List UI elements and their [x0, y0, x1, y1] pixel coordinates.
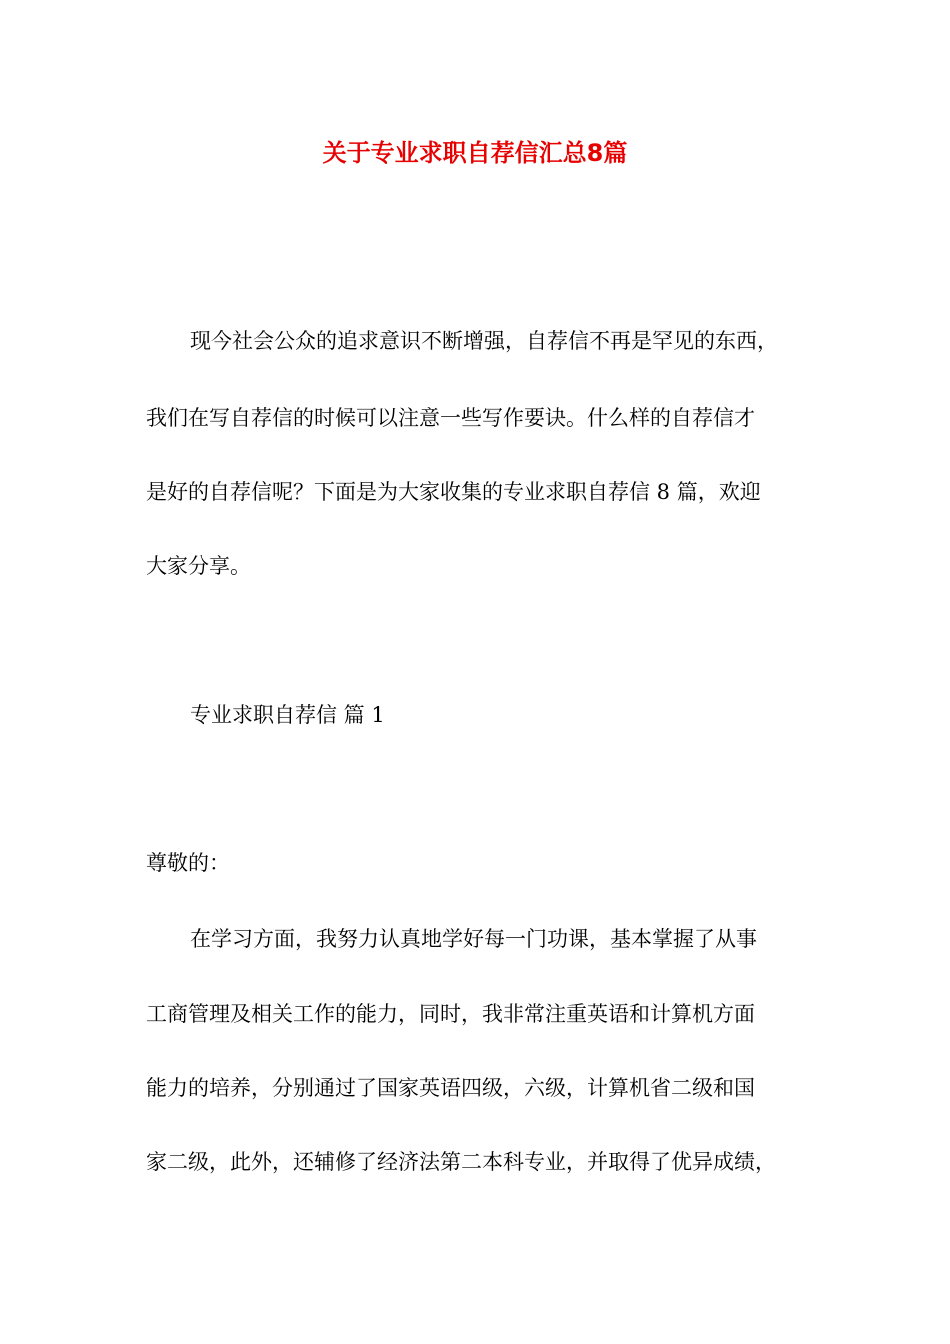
intro-line-3: 是好的自荐信呢？下面是为大家收集的专业求职自荐信 8 篇，欢迎 — [146, 480, 761, 504]
intro-line-4: 大家分享。 — [146, 554, 251, 578]
salutation: 尊敬的： — [146, 851, 230, 875]
intro-line-1: 现今社会公众的追求意识不断增强，自荐信不再是罕见的东西， — [190, 329, 778, 353]
document-title: 关于专业求职自荐信汇总8篇 — [322, 139, 628, 167]
intro-line-2: 我们在写自荐信的时候可以注意一些写作要诀。什么样的自荐信才 — [146, 406, 755, 430]
section-heading: 专业求职自荐信 篇 1 — [190, 703, 385, 727]
body-line-2: 工商管理及相关工作的能力，同时，我非常注重英语和计算机方面 — [146, 1002, 755, 1026]
body-line-4: 家二级，此外，还辅修了经济法第二本科专业，并取得了优异成绩， — [146, 1150, 776, 1174]
body-line-3: 能力的培养，分别通过了国家英语四级，六级，计算机省二级和国 — [146, 1076, 755, 1100]
body-line-1: 在学习方面，我努力认真地学好每一门功课，基本掌握了从事 — [190, 927, 757, 951]
